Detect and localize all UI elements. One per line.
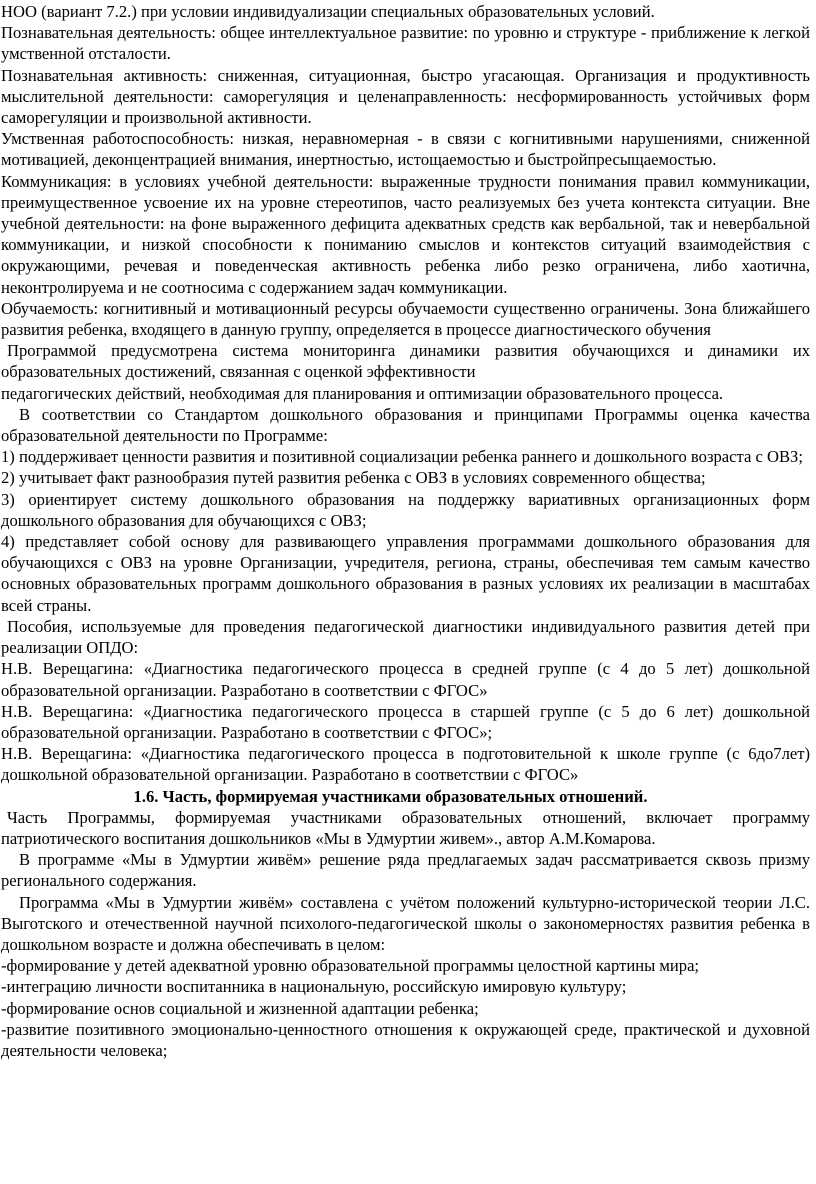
paragraph-program-part: Часть Программы, формируемая участниками образовательных отношений, включает программу патриотического воспитания дошкольников «Мы в Удмуртии живем»., автор А.М.Комарова. [1, 807, 810, 848]
paragraph-goal-4: -развитие позитивного эмоционально-ценностного отношения к окружающей среде, практической и духовной деятельности человека; [1, 1019, 810, 1060]
paragraph-goal-1: -формирование у детей адекватной уровню образовательной программы целостной картины мира; [1, 956, 700, 976]
paragraph-manual-senior-group: Н.В. Верещагина: «Диагностика педагогического процесса в старшей группе (с 5 до 6 лет) дошкольной образовательной организации. Разработано в соответствии с ФГОС»; [1, 701, 810, 742]
paragraph-goal-3: -формирование основ социальной и жизненной адаптации ребенка; [1, 998, 479, 1018]
document-body-part-1 [1, 1, 810, 786]
paragraph-pedagogical-actions: педагогических действий, необходимая для планирования и оптимизации образовательного процесса. [1, 383, 724, 403]
paragraph-manual-prep-group: Н.В. Верещагина: «Диагностика педагогического процесса в подготовительной к школе группе (с 6до7лет) дошкольной образовательной организации. Разработано в соответствии с ФГОС» [1, 744, 810, 785]
paragraph-regional-content: В программе «Мы в Удмуртии живём» решение ряда предлагаемых задач рассматривается сквозь призму регионального содержания. [1, 850, 810, 891]
paragraph-variant-intro: НОО (вариант 7.2.) при условии индивидуализации специальных образовательных условий. [1, 2, 655, 21]
paragraph-program-theory: Программа «Мы в Удмуртии живём» составлена с учётом положений культурно-исторической теории Л.С. Выготского и отечественной научной психолого-педагогической школы о закономерностях развития ребенка в дошкольном возрасте и должна обеспечивать в целом: [1, 892, 810, 954]
paragraph-list-item-1: 1) поддерживает ценности развития и позитивной социализации ребенка раннего и дошкольного возраста с ОВЗ; [1, 447, 803, 467]
document-body-part-2 [1, 807, 810, 1061]
paragraph-list-item-4: 4) представляет собой основу для развивающего управления программами дошкольного образования для обучающихся с ОВЗ на уровне Организации, учредителя, региона, страны, обеспечивая тем самым качество основных образовательных программ дошкольного образования в разных условиях их реализации в масштабах всей страны. [1, 532, 810, 615]
paragraph-list-item-2: 2) учитывает факт разнообразия путей развития ребенка с ОВЗ в условиях современного общества; [1, 468, 706, 488]
paragraph-monitoring-system: Программой предусмотрена система мониторинга динамики развития обучающихся и динамики их образовательных достижений, связанная с оценкой эффективности [1, 341, 810, 382]
paragraph-mental-performance: Умственная работоспособность: низкая, неравномерная - в связи с когнитивными нарушениями, сниженной мотивацией, деконцентрацией внимания, инертностью, истощаемостью и быстройпресыщаемостью. [1, 129, 810, 170]
paragraph-goal-2: -интеграцию личности воспитанника в национальную, российскую имировую культуру; [1, 977, 627, 997]
paragraph-manual-middle-group: Н.В. Верещагина: «Диагностика педагогического процесса в средней группе (с 4 до 5 лет) дошкольной образовательной организации. Разработано в соответствии с ФГОС» [1, 659, 810, 700]
paragraph-cognitive-development: Познавательная деятельность: общее интеллектуальное развитие: по уровню и структуре - приближение к легкой умственной отсталости. [1, 23, 810, 64]
paragraph-communication: Коммуникация: в условиях учебной деятельности: выраженные трудности понимания правил коммуникации, преимущественное усвоение их на уровне стереотипов, часто реализуемых без учета контекста ситуации. Вне учебной деятельности: на фоне выраженного дефицита адекватных средств как вербальной, так и невербальной коммуникации, и низкой способности к пониманию смыслов и контекстов ситуаций взаимодействия с окружающими, речевая и поведенческая активность ребенка либо резко ограничена, либо хаотична, неконтролируема и не соотносима с содержанием задач коммуникации. [1, 171, 810, 297]
paragraph-diagnostic-manuals: Пособия, используемые для проведения педагогической диагностики индивидуального развития детей при реализации ОПДО: [1, 616, 810, 658]
paragraph-list-item-3: 3) ориентирует систему дошкольного образования на поддержку вариативных организационных форм дошкольного образования для обучающихся с ОВЗ; [1, 489, 810, 530]
paragraph-learnability: Обучаемость: когнитивный и мотивационный ресурсы обучаемости существенно ограничены. Зона ближайшего развития ребенка, входящего в данную группу, определяется в процессе диагностического обучения [1, 298, 810, 340]
paragraph-cognitive-activity: Познавательная активность: сниженная, ситуационная, быстро угасающая. Организация и продуктивность мыслительной деятельности: саморегуляция и целенаправленность: несформированность устойчивых форм саморегуляции и произвольной активности. [1, 65, 810, 128]
paragraph-standard-assessment: В соответствии со Стандартом дошкольного образования и принципами Программы оценка качества образовательной деятельности по Программе: [1, 404, 810, 446]
section-heading: 1.6. Часть, формируемая участниками образовательных отношений. [133, 786, 648, 806]
